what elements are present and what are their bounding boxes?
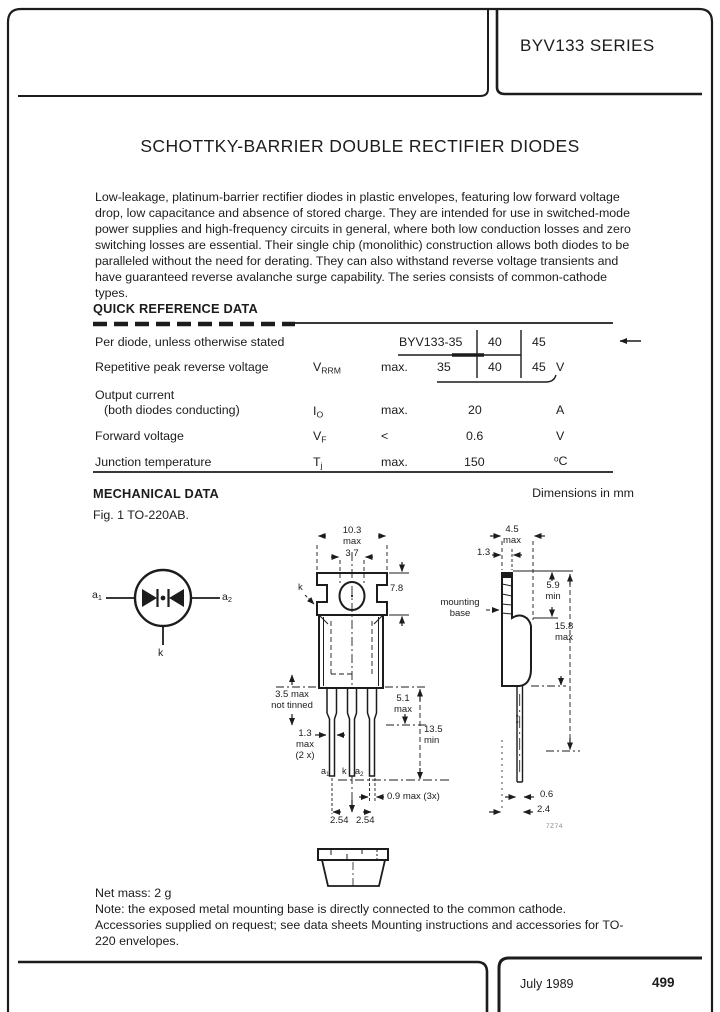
dim-qualifier: max: [343, 535, 361, 547]
dim-hole: 3.7: [345, 548, 359, 559]
dim-value: 15.8: [554, 621, 574, 632]
dim-value: 5.9: [546, 580, 560, 591]
dim-value: 3.5 max: [275, 689, 309, 700]
label-sub: 1: [326, 770, 330, 778]
row-io-param: Output current: [95, 388, 175, 402]
tab-cathode-label: k: [298, 582, 303, 593]
type-value-1: BYV133-35: [399, 335, 463, 349]
lead2-label: k: [342, 766, 347, 776]
series-title: BYV133 SERIES: [520, 36, 655, 55]
row-io-unit: A: [556, 403, 565, 417]
symbol-sub: RRM: [321, 365, 341, 376]
dim-tab-top: [541, 581, 565, 603]
degree-sup: o: [554, 454, 559, 464]
dim-qualifier: min: [545, 590, 561, 602]
row-vf-value: 0.6: [466, 429, 484, 443]
row-vf-param: Forward voltage: [95, 429, 184, 443]
package-side-view: [486, 536, 580, 812]
dim-tab-thickness: 1.3: [477, 547, 491, 558]
label-main: a: [222, 591, 228, 603]
label-line2: base: [449, 607, 471, 619]
symbol-main: V: [313, 360, 322, 374]
dimensions-note: Dimensions in mm: [532, 486, 634, 500]
dim-qualifier2: (2 x): [295, 749, 315, 761]
row-tj-param: Junction temperature: [95, 455, 212, 469]
row-vrrm-value-1: 35: [437, 360, 451, 374]
row-io-param2: (both diodes conducting): [104, 403, 240, 417]
row-io-value: 20: [468, 403, 482, 417]
dim-value: 13.5: [424, 724, 443, 735]
symbol-sub: F: [321, 434, 327, 445]
dim-shoulder: [390, 694, 416, 716]
dim-lead-thickness: 0.9 max (3x): [387, 791, 440, 802]
row-tj-unit: [554, 454, 568, 468]
row-tj-cond: max.: [381, 455, 408, 469]
figure-caption: Fig. 1 TO-220AB.: [93, 508, 189, 522]
dim-value: 1.3: [298, 728, 312, 739]
dim-pitch-1: 2.54: [330, 815, 349, 826]
row-vrrm-cond: max.: [381, 360, 408, 374]
diode-symbol: [106, 570, 220, 645]
label-main: a: [92, 589, 98, 601]
dim-lead-offset: 2.4: [537, 804, 551, 815]
row-vf-symbol: [313, 429, 327, 443]
symbol-main: V: [313, 429, 322, 443]
dim-value: 4.5: [505, 524, 519, 535]
dim-qualifier: max: [394, 703, 412, 715]
quick-reference-heading: QUICK REFERENCE DATA: [93, 301, 258, 316]
dim-overall-height: [550, 622, 578, 644]
package-bottom-view: [318, 849, 388, 888]
mechanical-heading: MECHANICAL DATA: [93, 486, 219, 501]
note-net-mass: Net mass: 2 g: [95, 886, 172, 900]
dim-qualifier: max: [296, 738, 314, 750]
symbol-main: I: [313, 404, 317, 418]
symbol-sub: O: [316, 409, 324, 420]
row-vrrm-param: Repetitive peak reverse voltage: [95, 360, 269, 374]
label-sub: 1: [97, 593, 102, 603]
mounting-base-label: [436, 598, 484, 620]
row-vrrm-value-3: 45: [532, 360, 546, 374]
row-vf-cond: <: [381, 429, 389, 443]
row-io-cond: max.: [381, 403, 408, 417]
label-sub: 2: [360, 770, 364, 778]
label-main: a: [355, 766, 361, 776]
row-io-symbol: [313, 404, 323, 418]
dim-qualifier: max: [503, 534, 521, 546]
lead3-label: [355, 766, 364, 777]
row-tj-value: 150: [464, 455, 485, 469]
note-accessories: Accessories supplied on request; see data sheets Mounting instructions and accessories for TO-220 envelopes.: [95, 918, 624, 948]
dim-lead-depth: 0.6: [540, 789, 554, 800]
page-title: SCHOTTKY-BARRIER DOUBLE RECTIFIER DIODES: [140, 136, 580, 156]
symbol-sub: j: [320, 460, 323, 471]
label-line1: mounting: [440, 597, 480, 608]
unit-base: C: [558, 454, 568, 468]
note-mounting-base: Note: the exposed metal mounting base is directly connected to the common cathode.: [95, 902, 567, 916]
lead1-label: [321, 766, 330, 777]
dim-lead-width: [292, 729, 318, 761]
dim-pitch-2: 2.54: [356, 815, 375, 826]
dim-value: 5.1: [396, 693, 410, 704]
description-paragraph: Low-leakage, platinum-barrier rectifier diodes in plastic envelopes, featuring low forward voltage drop, low capacitance and absence of stored charge. They are intended for use in switched-mode power supplies and high-frequency circuits in general, where both low conduction losses and zero switching losses are essential. Their single chip (monolithic) construction allows both diodes to be paralleled without the need for derating. They can also withstand reverse voltage transients and have guaranteed reverse avalanche surge capability. The series consists of common-cathode types.: [95, 190, 631, 300]
dim-tab-height: 7.8: [390, 583, 404, 594]
symbol-cathode-label: k: [158, 647, 164, 659]
row-vrrm-unit: V: [556, 360, 565, 374]
dim-qualifier: min: [424, 734, 440, 746]
type-value-3: 45: [532, 335, 546, 349]
symbol-anode1-label: [92, 590, 102, 601]
row-tj-symbol: [313, 455, 323, 469]
row-vf-unit: V: [556, 429, 565, 443]
label-sub: 2: [227, 595, 232, 605]
symbol-anode2-label: [222, 592, 232, 603]
dim-lead-length: [424, 725, 454, 747]
row-vrrm-symbol: [313, 360, 341, 374]
dim-width-max: [336, 526, 368, 548]
dim-qualifier: max: [555, 631, 573, 643]
type-row-label: Per diode, unless otherwise stated: [95, 335, 285, 349]
symbol-main: T: [313, 455, 321, 469]
row-vrrm-value-2: 40: [488, 360, 502, 374]
dim-depth: [498, 525, 526, 547]
dim-qualifier: not tinned: [271, 699, 313, 711]
figure-reference-code: 7Z74: [546, 823, 563, 830]
dim-not-tinned: [266, 690, 318, 712]
footer-rule: [18, 958, 702, 1012]
label-main: a: [321, 766, 327, 776]
footer-page-number: 499: [652, 975, 675, 990]
footer-date: July 1989: [520, 977, 574, 991]
dim-value: 10.3: [342, 525, 362, 536]
type-value-2: 40: [488, 335, 502, 349]
